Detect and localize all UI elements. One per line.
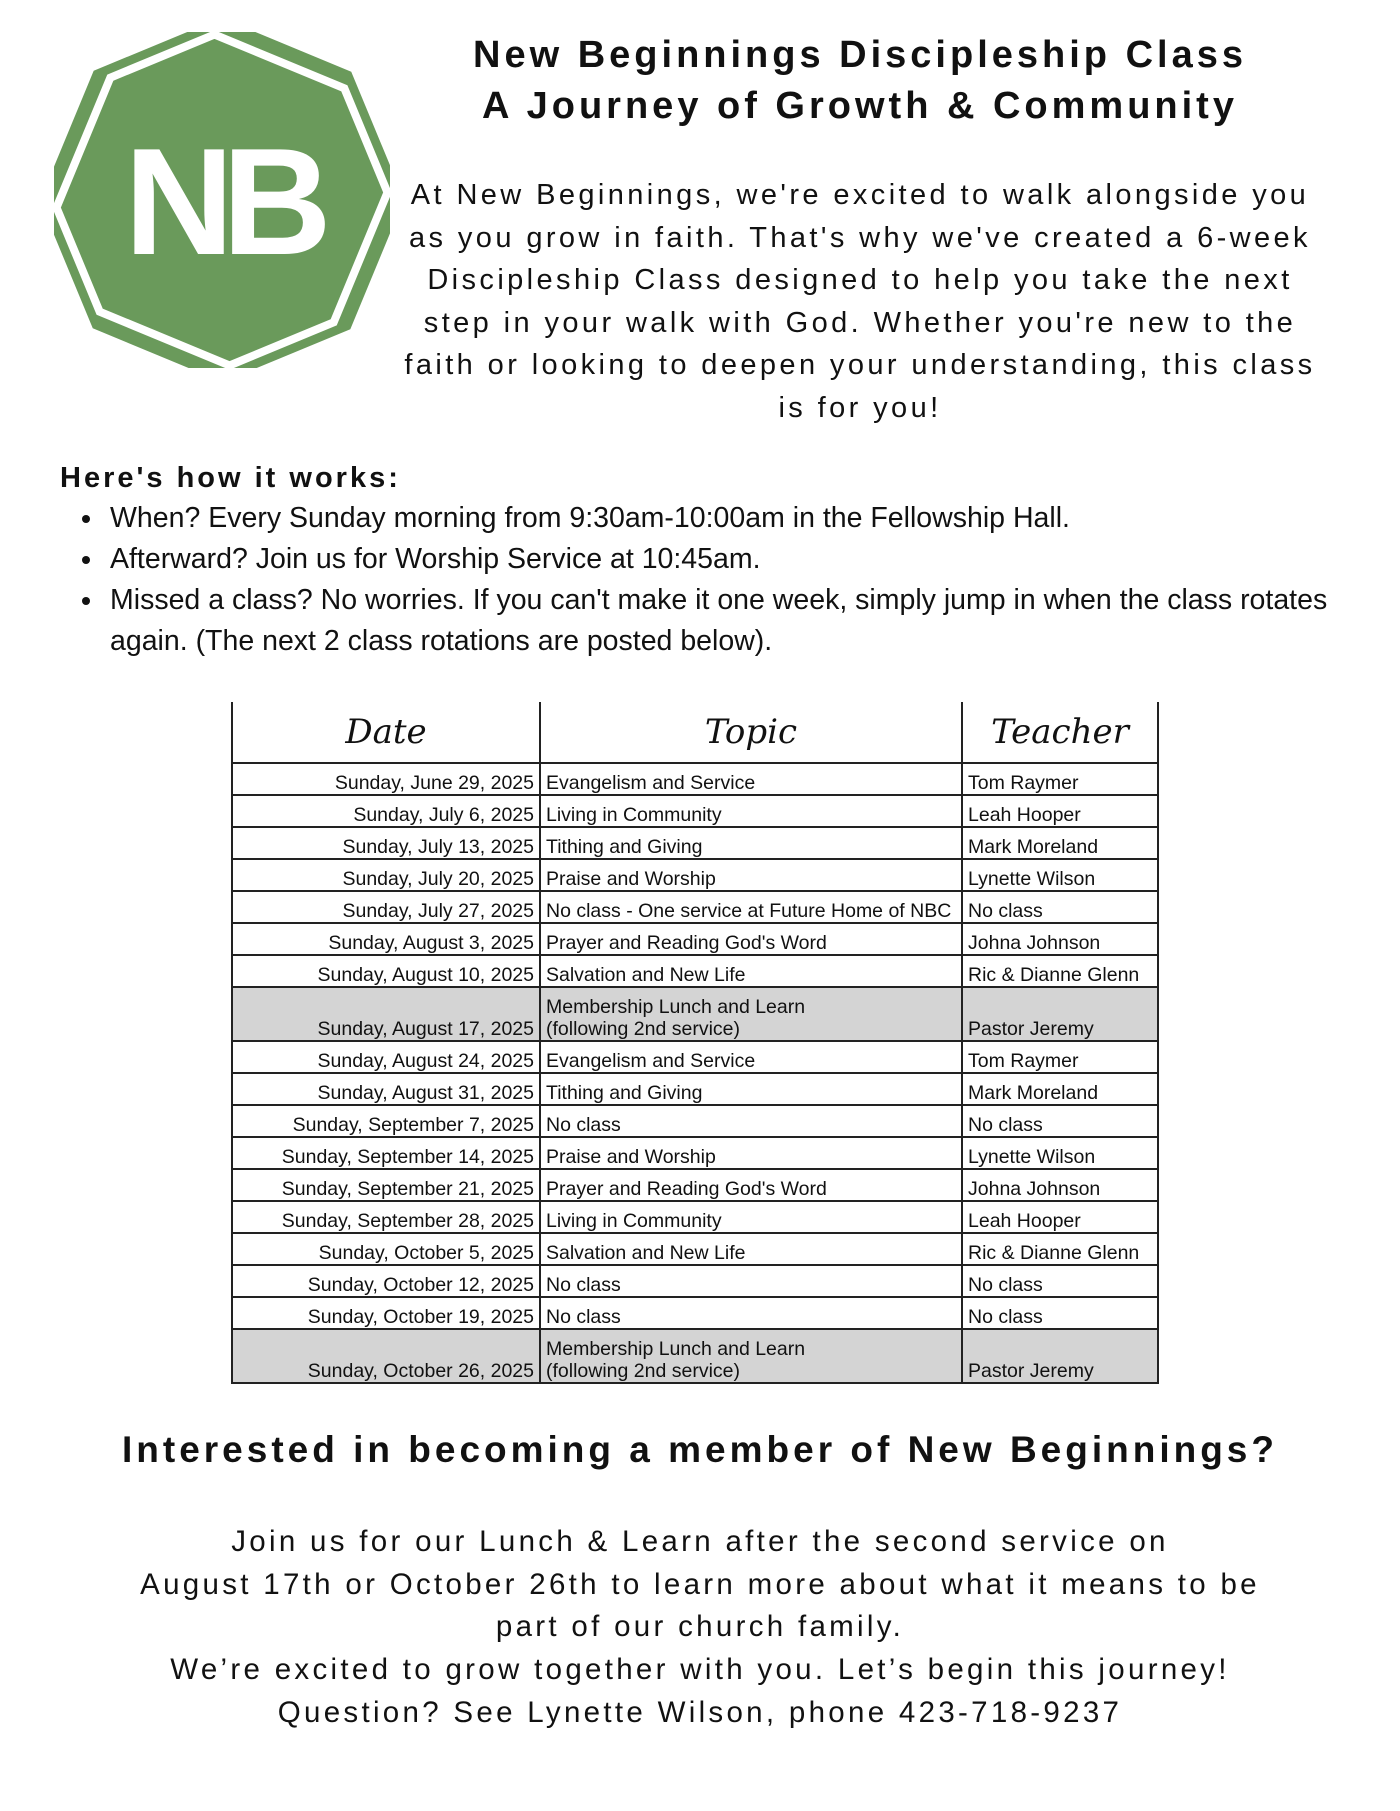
teacher-cell: Ric & Dianne Glenn <box>962 955 1158 987</box>
teacher-cell: No class <box>962 1105 1158 1137</box>
date-cell: Sunday, August 24, 2025 <box>232 1041 540 1073</box>
date-cell: Sunday, October 26, 2025 <box>232 1329 540 1383</box>
topic-text: Membership Lunch and Learn <box>546 996 806 1018</box>
schedule-header-row <box>232 702 1158 763</box>
topic-cell <box>540 795 962 827</box>
teacher-cell: Johna Johnson <box>962 923 1158 955</box>
table-row <box>232 763 1158 795</box>
topic-text: Prayer and Reading God's Word <box>546 932 827 954</box>
teacher-cell: Lynette Wilson <box>962 1137 1158 1169</box>
teacher-cell: Tom Raymer <box>962 763 1158 795</box>
table-row <box>232 827 1158 859</box>
topic-text: Praise and Worship <box>546 1146 716 1168</box>
teacher-cell: Lynette Wilson <box>962 859 1158 891</box>
list-item-afterward: Afterward? Join us for Worship Service at 10:45am. <box>66 539 1396 580</box>
table-row <box>232 1297 1158 1329</box>
topic-text: No class <box>546 1274 621 1296</box>
teacher-cell: No class <box>962 1265 1158 1297</box>
date-cell: Sunday, August 10, 2025 <box>232 955 540 987</box>
table-row <box>232 955 1158 987</box>
teacher-cell: Pastor Jeremy <box>962 1329 1158 1383</box>
topic-text: No class <box>546 1306 621 1328</box>
date-cell: Sunday, August 31, 2025 <box>232 1073 540 1105</box>
topic-text: Living in Community <box>546 1210 722 1232</box>
topic-cell <box>540 1041 962 1073</box>
topic-cell <box>540 1329 962 1383</box>
membership-line: Join us for our Lunch & Learn after the second service on <box>231 1525 1169 1558</box>
how-it-works-heading: Here's how it works: <box>60 462 401 494</box>
topic-text: Tithing and Giving <box>546 1082 703 1104</box>
teacher-cell: Mark Moreland <box>962 827 1158 859</box>
topic-cell <box>540 827 962 859</box>
table-row <box>232 795 1158 827</box>
topic-cell <box>540 1073 962 1105</box>
topic-text: Salvation and New Life <box>546 964 746 986</box>
table-row <box>232 1233 1158 1265</box>
table-row <box>232 859 1158 891</box>
list-item-missed-class: Missed a class? No worries. If you can't make it one week, simply jump in when the class rotates again. (The next 2 class rotations are posted below). <box>66 580 1396 662</box>
table-row <box>232 891 1158 923</box>
date-cell: Sunday, October 19, 2025 <box>232 1297 540 1329</box>
table-row <box>232 1265 1158 1297</box>
table-row <box>232 1041 1158 1073</box>
topic-cell <box>540 891 962 923</box>
topic-cell <box>540 1105 962 1137</box>
table-row <box>232 1329 1158 1383</box>
membership-line: part of our church family. <box>495 1610 905 1644</box>
topic-cell <box>540 955 962 987</box>
membership-line: We’re excited to grow together with you. Let’s begin this journey! <box>170 1653 1230 1687</box>
contact-line: Question? See Lynette Wilson, phone 423-718-9237 <box>277 1695 1123 1729</box>
teacher-cell: Leah Hooper <box>962 1201 1158 1233</box>
topic-cell <box>540 923 962 955</box>
date-cell: Sunday, October 12, 2025 <box>232 1265 540 1297</box>
topic-cell <box>540 1233 962 1265</box>
list-item-when: When? Every Sunday morning from 9:30am-10:00am in the Fellowship Hall. <box>66 498 1396 539</box>
topic-cell <box>540 1137 962 1169</box>
membership-paragraph <box>0 1521 1400 1735</box>
topic-text: No class <box>546 1114 621 1136</box>
table-row <box>232 1169 1158 1201</box>
topic-text: Evangelism and Service <box>546 772 756 794</box>
teacher-cell: Tom Raymer <box>962 1041 1158 1073</box>
table-row <box>232 987 1158 1041</box>
topic-cell <box>540 763 962 795</box>
topic-cell <box>540 987 962 1041</box>
topic-cell <box>540 1169 962 1201</box>
schedule-table <box>231 702 1159 1384</box>
date-cell: Sunday, July 20, 2025 <box>232 859 540 891</box>
topic-text: Salvation and New Life <box>546 1242 746 1264</box>
table-row <box>232 923 1158 955</box>
topic-text: Evangelism and Service <box>546 1050 756 1072</box>
topic-text: No class - One service at Future Home of NBC <box>546 900 952 922</box>
topic-subtext: (following 2nd service) <box>546 1018 741 1040</box>
topic-text: Prayer and Reading God's Word <box>546 1178 827 1200</box>
date-cell: Sunday, August 3, 2025 <box>232 923 540 955</box>
topic-subtext: (following 2nd service) <box>546 1360 741 1382</box>
title-line-1: New Beginnings Discipleship Class <box>473 34 1247 76</box>
column-header-teacher: Teacher <box>962 702 1158 763</box>
date-cell: Sunday, July 6, 2025 <box>232 795 540 827</box>
date-cell: Sunday, September 14, 2025 <box>232 1137 540 1169</box>
table-row <box>232 1137 1158 1169</box>
teacher-cell: No class <box>962 1297 1158 1329</box>
title-line-2: A Journey of Growth & Community <box>482 85 1238 127</box>
logo-text: NB <box>124 117 320 287</box>
teacher-cell: Ric & Dianne Glenn <box>962 1233 1158 1265</box>
topic-cell <box>540 1297 962 1329</box>
date-cell: Sunday, June 29, 2025 <box>232 763 540 795</box>
table-row <box>232 1073 1158 1105</box>
table-row <box>232 1105 1158 1137</box>
topic-cell <box>540 1201 962 1233</box>
intro-paragraph: At New Beginnings, we're excited to walk alongside you as you grow in faith. That's why we've created a 6-week Discipleship Class designed to help you take the next step in your walk with God. Whether you're new to the faith or looking to deepen your understanding, this class is for you! <box>404 179 1316 424</box>
teacher-cell: Leah Hooper <box>962 795 1158 827</box>
date-cell: Sunday, September 28, 2025 <box>232 1201 540 1233</box>
column-header-topic: Topic <box>540 702 962 763</box>
teacher-cell: No class <box>962 891 1158 923</box>
topic-text: Praise and Worship <box>546 868 716 890</box>
new-beginnings-logo <box>54 32 390 368</box>
table-row <box>232 1201 1158 1233</box>
date-cell: Sunday, July 27, 2025 <box>232 891 540 923</box>
date-cell: Sunday, July 13, 2025 <box>232 827 540 859</box>
teacher-cell: Pastor Jeremy <box>962 987 1158 1041</box>
teacher-cell: Johna Johnson <box>962 1169 1158 1201</box>
date-cell: Sunday, September 21, 2025 <box>232 1169 540 1201</box>
date-cell: Sunday, October 5, 2025 <box>232 1233 540 1265</box>
page-title <box>400 30 1320 132</box>
topic-cell <box>540 1265 962 1297</box>
date-cell: Sunday, August 17, 2025 <box>232 987 540 1041</box>
column-header-date: Date <box>232 702 540 763</box>
how-it-works-list <box>66 498 1396 662</box>
date-cell: Sunday, September 7, 2025 <box>232 1105 540 1137</box>
topic-text: Tithing and Giving <box>546 836 703 858</box>
teacher-cell: Mark Moreland <box>962 1073 1158 1105</box>
membership-heading: Interested in becoming a member of New Beginnings? <box>122 1429 1278 1470</box>
schedule-body <box>232 763 1158 1383</box>
topic-text: Membership Lunch and Learn <box>546 1338 806 1360</box>
topic-cell <box>540 859 962 891</box>
membership-line: August 17th or October 26th to learn more about what it means to be <box>140 1567 1260 1601</box>
topic-text: Living in Community <box>546 804 722 826</box>
